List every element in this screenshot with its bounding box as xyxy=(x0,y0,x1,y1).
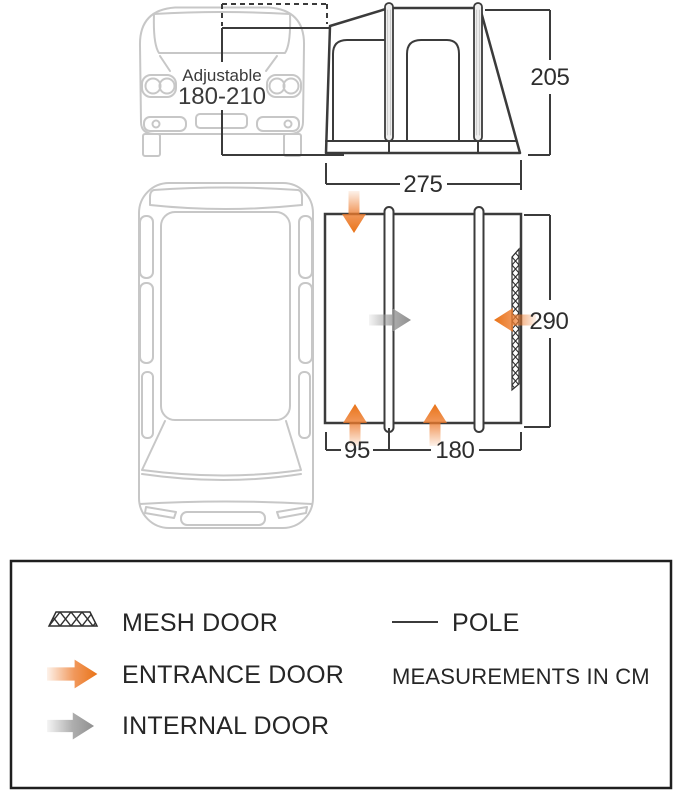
awning-height-label: 205 xyxy=(530,64,570,91)
dimension-adjustable-height xyxy=(178,28,344,155)
van-bumper-vent-right xyxy=(257,117,299,131)
van-foglight xyxy=(285,121,292,128)
van-top-headlight-right xyxy=(277,507,307,518)
awning-outline xyxy=(326,8,520,153)
adjustable-range-label: 180-210 xyxy=(177,83,267,110)
van-headlamp xyxy=(146,79,161,94)
van-wheel-right xyxy=(284,134,301,156)
van-top-windshield xyxy=(142,421,301,476)
van-headlamp xyxy=(270,79,285,94)
van-top-rail xyxy=(140,216,153,278)
van-wheel-left xyxy=(143,134,160,156)
van-top-grille xyxy=(181,512,265,525)
van-wiper-left xyxy=(160,56,170,71)
legend-entrance-door-label: ENTRANCE DOOR xyxy=(122,661,345,689)
van-headlamp xyxy=(160,79,175,94)
van-bumper-vent-left xyxy=(144,117,186,131)
legend-pole-label: POLE xyxy=(452,609,520,637)
van-top-rail xyxy=(299,283,312,363)
floor-plan-outline xyxy=(325,214,521,423)
legend-mesh-door-label: MESH DOOR xyxy=(122,609,278,637)
van-top-roof xyxy=(161,212,290,420)
legend-units-note: MEASUREMENTS IN CM xyxy=(392,664,650,689)
legend xyxy=(11,561,671,788)
van-top-rail xyxy=(299,216,312,278)
mesh-door-icon xyxy=(49,612,97,626)
van-top-bumper-line xyxy=(140,502,312,505)
van-foglight xyxy=(153,121,160,128)
van-top-rail xyxy=(140,283,153,363)
awning-depth-label: 290 xyxy=(529,308,569,335)
awning-width-label: 275 xyxy=(403,171,443,198)
awning-side-view xyxy=(326,3,520,153)
van-top-rail xyxy=(299,372,310,438)
adjustable-label: Adjustable xyxy=(182,66,262,85)
van-top-rear-window xyxy=(150,188,302,210)
pole xyxy=(385,3,393,141)
campervan-top-view xyxy=(139,183,313,528)
van-top-headlight-left xyxy=(145,507,176,518)
pole xyxy=(474,3,482,141)
main-panel-label: 180 xyxy=(435,437,475,464)
van-wiper-right xyxy=(266,56,277,71)
van-top-rail xyxy=(142,372,153,438)
dimension-awning-depth xyxy=(524,215,569,427)
van-headlamp xyxy=(284,79,299,94)
legend-internal-door-label: INTERNAL DOOR xyxy=(122,712,330,740)
awning-floor-plan xyxy=(325,191,536,446)
pole xyxy=(475,207,484,432)
front-panel-label: 95 xyxy=(343,437,371,464)
